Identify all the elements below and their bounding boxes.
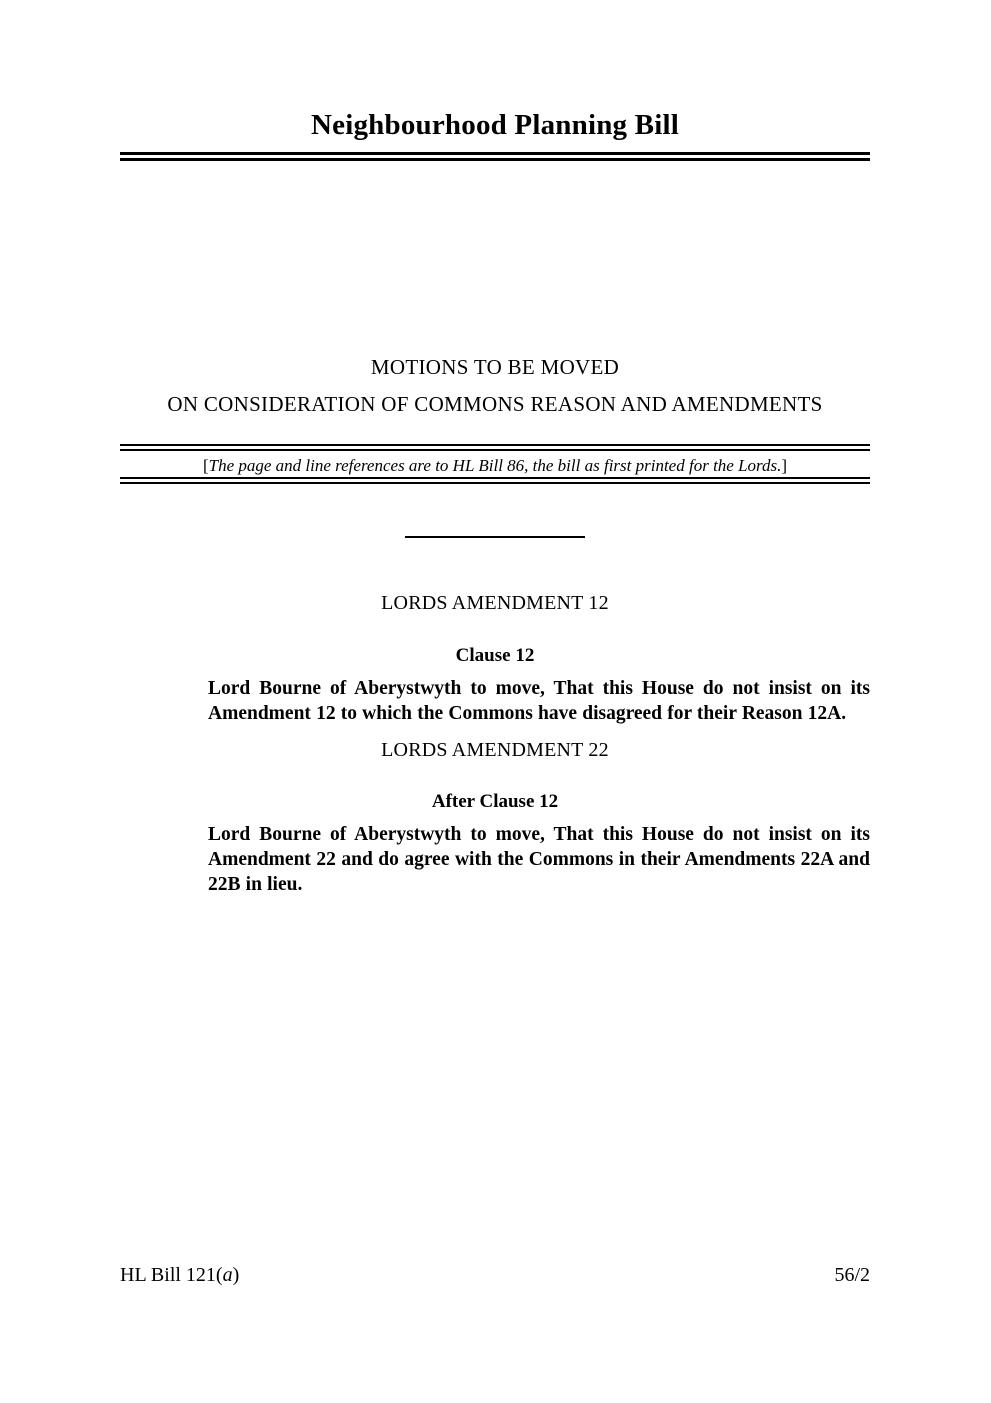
- page-footer: [120, 1262, 870, 1288]
- bill-reference-prefix: HL Bill 121(: [120, 1264, 223, 1286]
- note-rule-above-top: [120, 444, 870, 446]
- after-clause-12-heading: After Clause 12: [431, 791, 559, 812]
- note-rule-below-top: [120, 477, 870, 479]
- bill-reference-suffix: ): [232, 1264, 240, 1286]
- note-rule-above: [120, 444, 870, 451]
- title-rule-top: [120, 152, 870, 155]
- motions-heading-line-1: MOTIONS TO BE MOVED: [370, 355, 620, 379]
- reference-note: [120, 455, 870, 477]
- motion-text-amendment-22: Lord Bourne of Aberystwyth to move, That this House do not insist on its Amendment 22 and do agree with the Commons in their Amendments 22A and 22B in lieu.: [208, 824, 870, 895]
- note-open-bracket: [: [202, 456, 209, 475]
- note-rule-above-bottom: [120, 449, 870, 451]
- bill-reference: [120, 1262, 239, 1288]
- clause-12-heading: Clause 12: [455, 645, 535, 666]
- page-number: 56/2: [834, 1264, 870, 1286]
- page-title: Neighbourhood Planning Bill: [310, 109, 679, 141]
- note-rule-below: [120, 477, 870, 484]
- note-rule-below-bottom: [120, 482, 870, 484]
- lords-amendment-22-heading: LORDS AMENDMENT 22: [381, 739, 609, 761]
- note-text: The page and line references are to HL Bill 86, the bill as first printed for the Lords.: [208, 456, 782, 475]
- title-double-rule: [120, 152, 870, 161]
- motions-heading-line-2: ON CONSIDERATION OF COMMONS REASON AND AMENDMENTS: [167, 392, 823, 416]
- title-rule-bottom: [120, 158, 870, 161]
- lords-amendment-12-heading: LORDS AMENDMENT 12: [381, 592, 609, 614]
- motion-text-amendment-12: Lord Bourne of Aberystwyth to move, That this House do not insist on its Amendment 12 to which the Commons have disagreed for their Reason 12A.: [208, 678, 870, 724]
- section-divider-rule: [405, 536, 585, 538]
- bill-reference-letter: a: [222, 1264, 233, 1286]
- note-close-bracket: ]: [781, 456, 788, 475]
